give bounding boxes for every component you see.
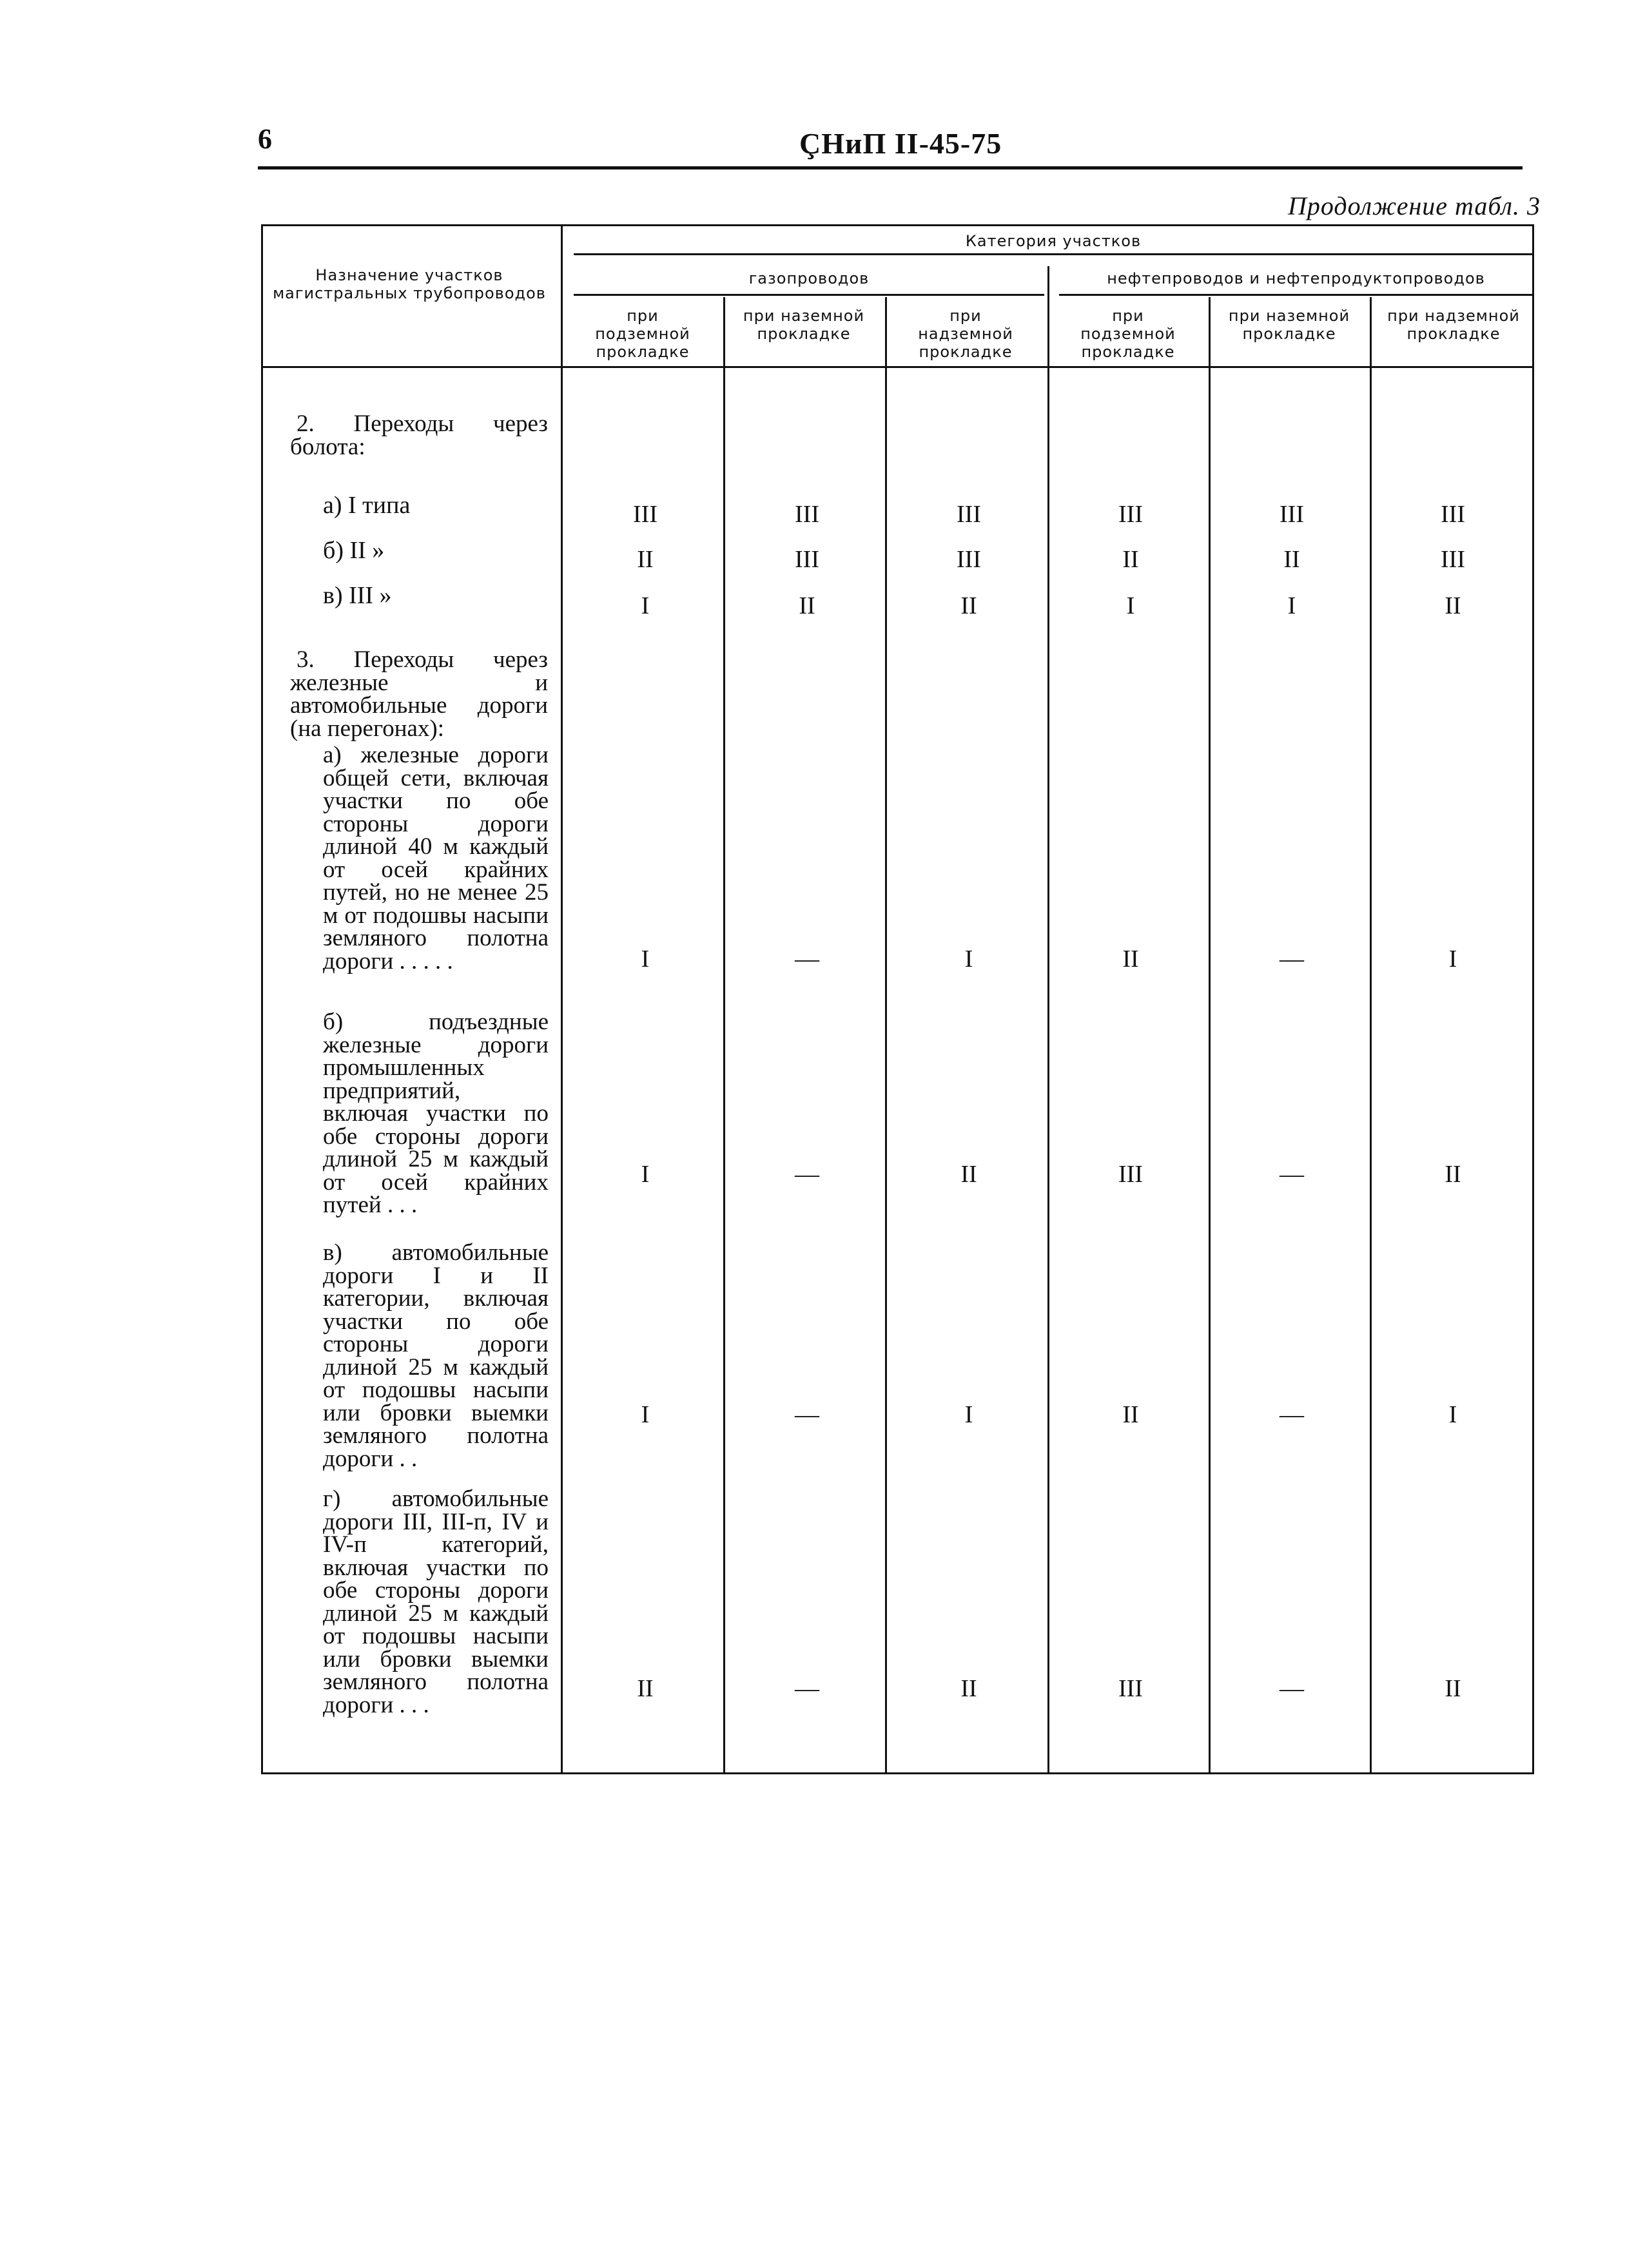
header-bottom-rule <box>261 366 1534 368</box>
row-label-industrial-railways: б) подъездные железные дороги промышленных предприятий, включая участки по обе стороны дороги длиной 25 м каждый от осей крайних путей . . . <box>323 1009 549 1218</box>
table-cell: II <box>1445 1675 1461 1702</box>
table-cell: II <box>1122 546 1139 573</box>
table-left-border <box>261 224 263 1774</box>
table-cell: III <box>795 501 819 528</box>
column-header-gas-ground: при наземной прокладке <box>743 307 865 343</box>
row-label-header: Назначение участков магистральных трубопроводов <box>273 266 546 302</box>
row-label-railways-general: а) железные дороги общей сети, включая участки по обе стороны дороги длиной 40 м каждый от осей крайних путей, но не менее 25 м от подошвы насыпи земляного полотна дороги . . . . . <box>323 742 549 974</box>
table-cell: II <box>1445 1161 1461 1188</box>
row-label-swamp-type-2: б) II » <box>323 537 385 564</box>
table-cell: — <box>795 1401 819 1428</box>
table-cell: I <box>641 945 650 973</box>
row-label-swamps: 2. Переходы через болота: <box>290 411 548 460</box>
table-cell: II <box>960 1161 977 1188</box>
table-cell: II <box>637 1675 654 1702</box>
table-cell: II <box>960 592 977 619</box>
column-header-oil-ground: при наземной прокладке <box>1228 307 1350 343</box>
table-cell: — <box>1280 945 1304 973</box>
column-separator <box>885 297 887 1774</box>
table-cell: I <box>641 1401 650 1428</box>
page-number: 6 <box>258 123 272 155</box>
column-header-gas-above: при надземной прокладке <box>918 307 1013 361</box>
column-separator <box>561 224 563 1774</box>
table-cell: I <box>1448 1401 1457 1428</box>
column-separator <box>723 297 725 1774</box>
table-cell: III <box>1280 501 1304 528</box>
gas-pipelines-header: газопроводов <box>748 269 870 287</box>
oil-pipelines-header: нефтепроводов и нефтепродуктопроводов <box>1107 269 1485 287</box>
table-cell: III <box>795 546 819 573</box>
table-cell: II <box>1122 1401 1139 1428</box>
category-table <box>261 224 1534 1774</box>
table-cell: I <box>1126 592 1135 619</box>
table-cell: III <box>1118 1161 1143 1188</box>
table-cell: — <box>1280 1161 1304 1188</box>
column-separator <box>1209 297 1211 1774</box>
gas-group-rule <box>574 294 1044 296</box>
table-cell: — <box>1280 1675 1304 1702</box>
table-cell: III <box>1118 1675 1143 1702</box>
table-cell: II <box>960 1675 977 1702</box>
row-label-swamp-type-3: в) III » <box>323 582 392 609</box>
table-cell: — <box>1280 1401 1304 1428</box>
table-cell: I <box>641 592 650 619</box>
column-header-gas-underground: при подземной прокладке <box>595 307 690 361</box>
category-header: Категория участков <box>965 232 1142 250</box>
header-rule <box>258 166 1523 170</box>
table-cell: III <box>957 546 981 573</box>
table-cell: III <box>633 501 657 528</box>
table-right-border <box>1532 224 1534 1774</box>
category-rule <box>574 253 1533 255</box>
table-cell: III <box>957 501 981 528</box>
table-cell: I <box>964 1401 973 1428</box>
table-cell: I <box>964 945 973 973</box>
column-separator <box>1047 266 1049 1774</box>
row-label-roads-cat-1-2: в) автомобильные дороги I и II категории, включая участки по обе стороны дороги длиной 25 м каждый от подошвы насыпи или бровки выемки земляного полотна дороги . . <box>323 1239 549 1472</box>
table-cell: III <box>1118 501 1143 528</box>
table-cell: — <box>795 945 819 973</box>
row-label-road-crossings: 3. Переходы через железные и автомобильные дороги (на перегонах): <box>290 646 548 742</box>
table-top-border <box>261 224 1534 226</box>
table-cell: — <box>795 1161 819 1188</box>
oil-group-rule <box>1059 294 1533 296</box>
document-title: ÇНиП II-45-75 <box>799 127 1002 160</box>
table-cell: — <box>795 1675 819 1702</box>
row-label-roads-cat-3-4: г) автомобильные дороги III, III-п, IV и IV-п категорий, включая участки по обе стороны дороги длиной 25 м каждый от подошвы насыпи или бровки выемки земляного полотна дороги . . . <box>323 1486 549 1718</box>
table-cell: III <box>1441 546 1465 573</box>
table-cell: II <box>637 546 654 573</box>
column-header-oil-above: при надземной прокладке <box>1387 307 1520 343</box>
row-label-swamp-type-1: а) I типа <box>323 492 411 519</box>
table-cell: III <box>1441 501 1465 528</box>
table-cell: II <box>1283 546 1300 573</box>
column-separator <box>1370 297 1372 1774</box>
table-cell: I <box>1448 945 1457 973</box>
table-cell: II <box>799 592 815 619</box>
table-bottom-border <box>261 1772 1534 1774</box>
table-continuation-caption: Продолжение табл. 3 <box>1287 191 1541 220</box>
table-cell: I <box>641 1161 650 1188</box>
table-cell: II <box>1445 592 1461 619</box>
table-cell: I <box>1287 592 1296 619</box>
table-cell: II <box>1122 945 1139 973</box>
column-header-oil-underground: при подземной прокладке <box>1080 307 1176 361</box>
